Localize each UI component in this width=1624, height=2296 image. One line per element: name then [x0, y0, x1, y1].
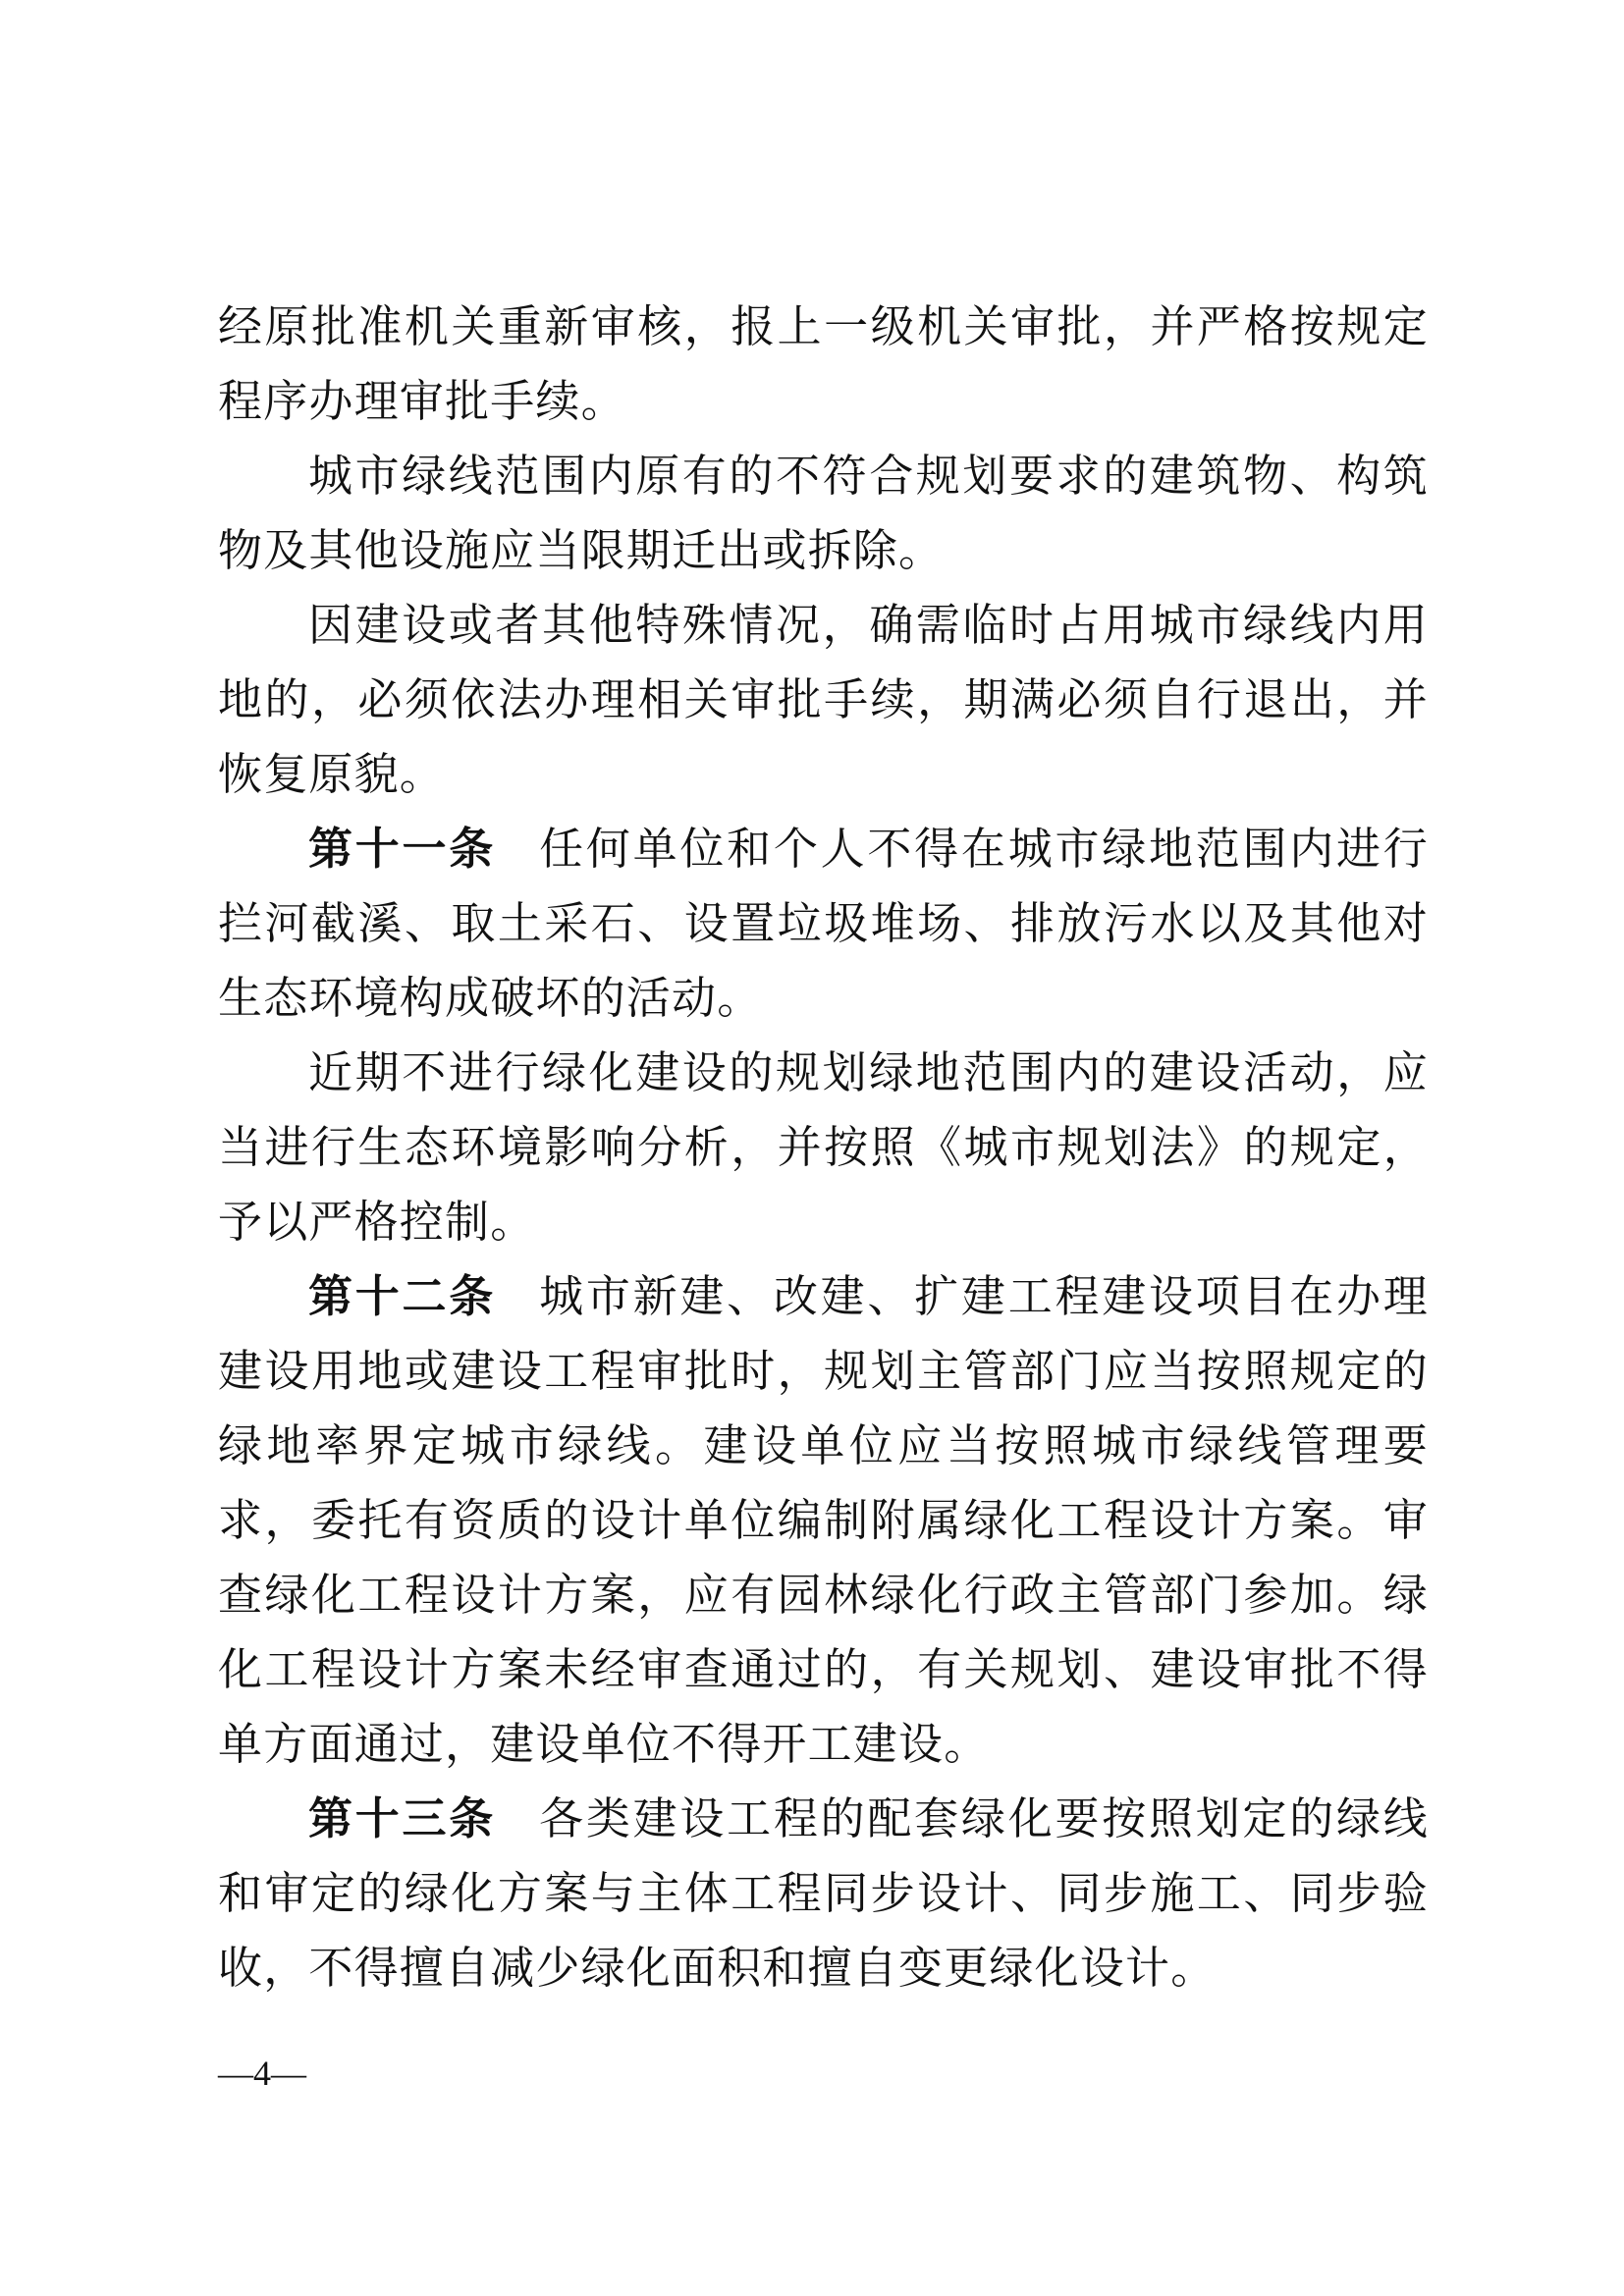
article-number: 第十一条	[308, 823, 497, 875]
paragraph-planned-greenland	[218, 1036, 1429, 1259]
article-number: 第十二条	[308, 1270, 497, 1322]
article-twelve	[218, 1259, 1429, 1782]
document-body	[218, 290, 1429, 2005]
article-eleven	[218, 812, 1429, 1036]
paragraph-text: 城市绿线范围内原有的不符合规划要求的建筑物、构筑物及其他设施应当限期迁出或拆除。	[218, 450, 1429, 576]
article-number: 第十三条	[308, 1792, 497, 1844]
paragraph-continuation	[218, 290, 1429, 439]
paragraph-green-line-removal	[218, 439, 1429, 588]
paragraph-text: 近期不进行绿化建设的规划绿地范围内的建设活动，应当进行生态环境影响分析，并按照《城市规划法》的规定，予以严格控制。	[218, 1046, 1429, 1248]
page-number: —4—	[218, 2054, 306, 2093]
article-thirteen	[218, 1782, 1429, 2005]
article-text: 各类建设工程的配套绿化要按照划定的绿线和审定的绿化方案与主体工程同步设计、同步施工、同步验收，不得擅自减少绿化面积和擅自变更绿化设计。	[218, 1792, 1429, 1994]
article-text: 城市新建、改建、扩建工程建设项目在办理建设用地或建设工程审批时，规划主管部门应当按照规定的绿地率界定城市绿线。建设单位应当按照城市绿线管理要求，委托有资质的设计单位编制附属绿化工程设计方案。审查绿化工程设计方案，应有园林绿化行政主管部门参加。绿化工程设计方案未经审查通过的，有关规划、建设审批不得单方面通过，建设单位不得开工建设。	[218, 1270, 1429, 1770]
paragraph-text: 因建设或者其他特殊情况，确需临时占用城市绿线内用地的，必须依法办理相关审批手续，期满必须自行退出，并恢复原貌。	[218, 599, 1429, 800]
paragraph-text: 经原批准机关重新审核，报上一级机关审批，并严格按规定程序办理审批手续。	[218, 300, 1429, 427]
paragraph-temporary-occupation	[218, 588, 1429, 812]
article-text: 任何单位和个人不得在城市绿地范围内进行拦河截溪、取土采石、设置垃圾堆场、排放污水以及其他对生态环境构成破坏的活动。	[218, 823, 1429, 1024]
